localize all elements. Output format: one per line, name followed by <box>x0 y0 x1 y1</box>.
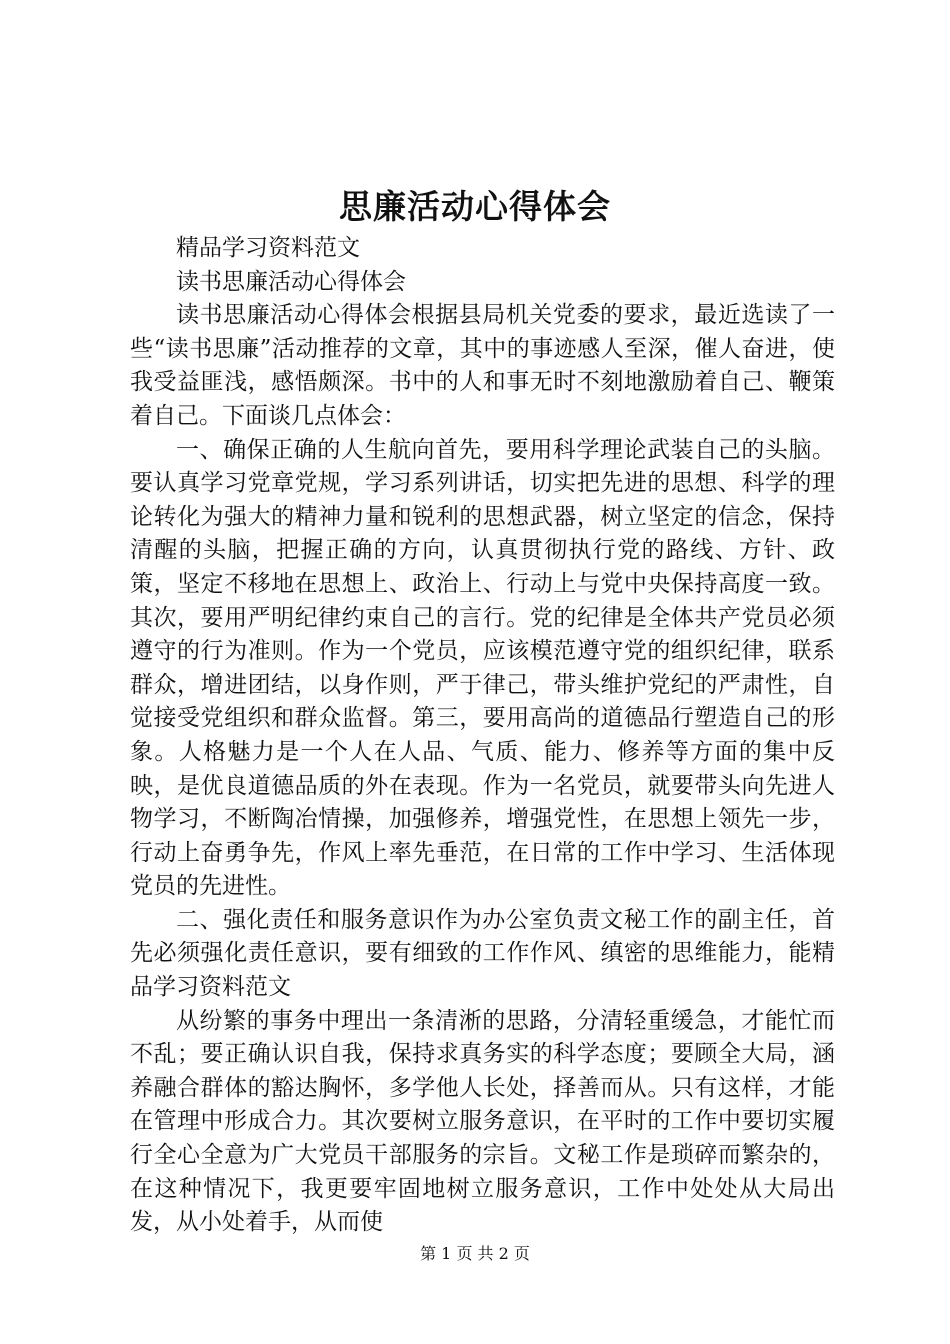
paragraph-continuation: 从纷繁的事务中理出一条清淅的思路，分清轻重缓急，才能忙而不乱；要正确认识自我，保持求真务实的科学态度；要顾全大局，涵养融合群体的豁达胸怀，多学他人长处，择善而从。只有这样，才能在管理中形成合力。其次要树立服务意识，在平时的工作中要切实履行全心全意为广大党员干部服务的宗旨。文秘工作是琐碎而繁杂的，在这种情况下，我更要牢固地树立服务意识，工作中处处从大局出发，从小处着手，从而使 <box>130 1007 835 1236</box>
paragraph-source-note: 精品学习资料范文 <box>176 235 360 261</box>
paragraph-section-two: 二、强化责任和服务意识作为办公室负责文秘工作的副主任，首先必须强化责任意识，要有细致的工作作风、缜密的思维能力，能精品学习资料范文 <box>130 906 835 1001</box>
paragraph-intro: 读书思廉活动心得体会根据县局机关党委的要求，最近选读了一些“读书思廉”活动推荐的文章，其中的事迹感人至深，催人奋进，使我受益匪浅，感悟颇深。书中的人和事无时不刻地激励着自己、鞭策着自己。下面谈几点体会： <box>130 302 835 429</box>
page-footer: 第 1 页 共 2 页 <box>420 1244 530 1263</box>
document-body <box>130 232 835 1240</box>
paragraph-section-one: 一、确保正确的人生航向首先，要用科学理论武装自己的头脑。要认真学习党章党规，学习系列讲话，切实把先进的思想、科学的理论转化为强大的精神力量和锐利的思想武器，树立坚定的信念，保持清醒的头脑，把握正确的方向，认真贯彻执行党的路线、方针、政策，坚定不移地在思想上、政治上、行动上与党中央保持高度一致。其次，要用严明纪律约束自己的言行。党的纪律是全体共产党员必须遵守的行为准则。作为一个党员，应该模范遵守党的组织纪律，联系群众，增进团结，以身作则，严于律己，带头维护党纪的严肃性，自觉接受党组织和群众监督。第三，要用高尚的道德品行塑造自己的形象。人格魅力是一个人在人品、气质、能力、修养等方面的集中反映，是优良道德品质的外在表现。作为一名党员，就要带头向先进人物学习，不断陶冶情操，加强修养，增强党性，在思想上领先一步，行动上奋勇争先，作风上率先垂范，在日常的工作中学习、生活体现党员的先进性。 <box>130 436 835 900</box>
paragraph-subtitle: 读书思廉活动心得体会 <box>176 268 406 295</box>
document-title: 思廉活动心得体会 <box>339 187 611 226</box>
